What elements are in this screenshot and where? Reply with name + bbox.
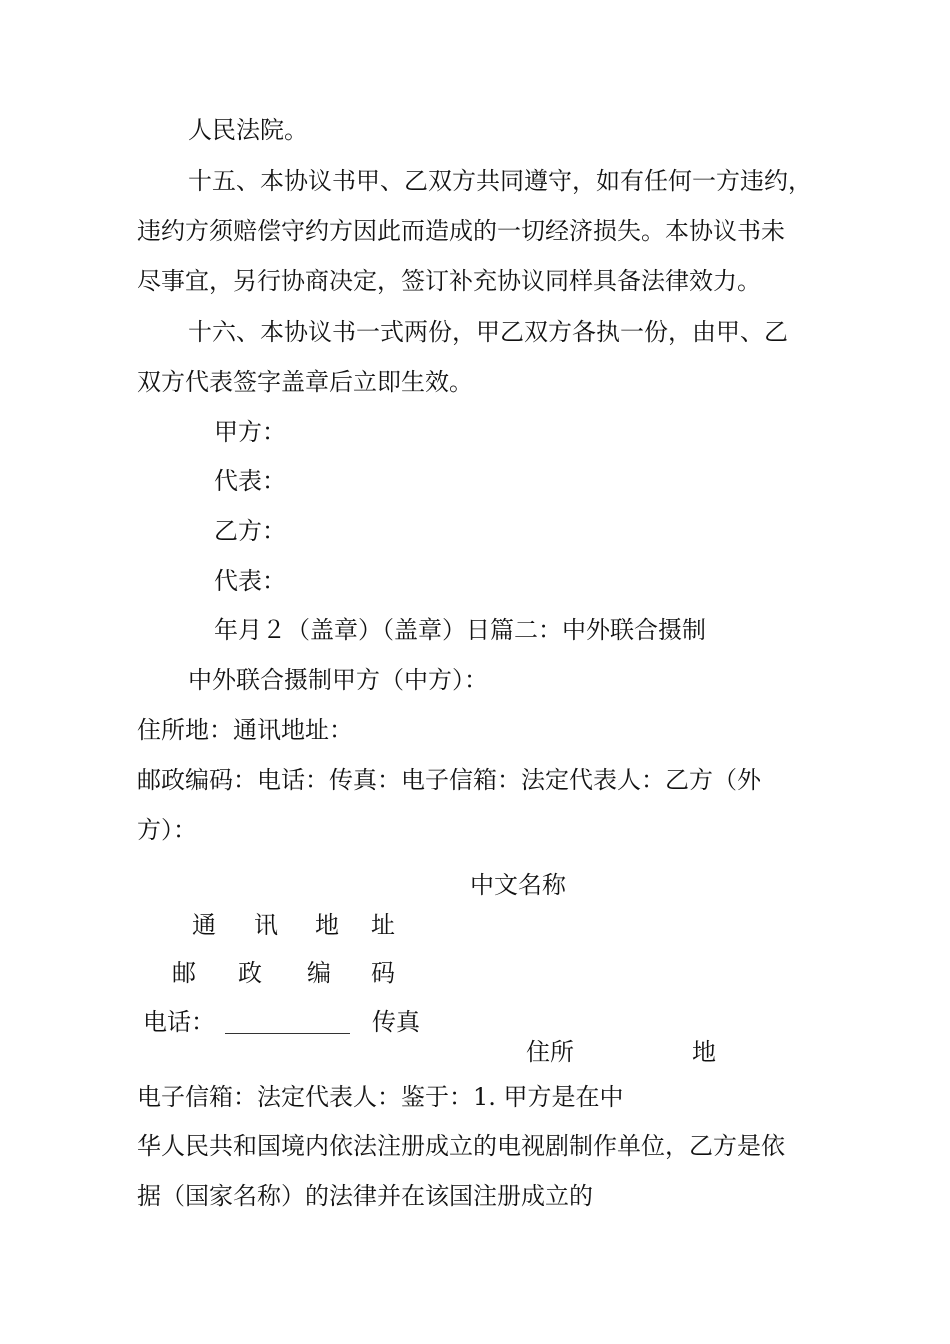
text-line-3: 违约方须赔偿守约方因此而造成的一切经济损失。本协议书未 <box>137 217 785 245</box>
postcode-char-3: 编 <box>307 959 331 987</box>
address-char-2: 讯 <box>254 911 278 939</box>
postcode-char-1: 邮 <box>172 959 196 987</box>
party-b-rep-label: 代表： <box>214 567 286 595</box>
text-line-14: 邮政编码：电话：传真：电子信箱：法定代表人：乙方（外 <box>137 766 761 794</box>
text-line-13: 住所地：通讯地址： <box>137 716 353 744</box>
address-char-3: 地 <box>315 911 339 939</box>
date-seal-line: 年月２（盖章）（盖章）日篇二：中外联合摄制 <box>214 616 706 644</box>
text-line-2: 十五、本协议书甲、乙双方共同遵守，如有任何一方违约， <box>188 167 812 195</box>
party-a-label: 甲方： <box>214 418 286 446</box>
chinese-name-label: 中文名称 <box>470 871 566 899</box>
party-b-label: 乙方： <box>214 517 286 545</box>
text-line-30: 华人民共和国境内依法注册成立的电视剧制作单位，乙方是依 <box>137 1132 785 1160</box>
text-line-6: 双方代表签字盖章后立即生效。 <box>137 368 473 396</box>
text-line-1: 人民法院。 <box>188 116 308 144</box>
residence-label-end: 地 <box>692 1038 716 1066</box>
postcode-char-2: 政 <box>238 959 262 987</box>
address-char-1: 通 <box>192 911 216 939</box>
text-line-29: 电子信箱：法定代表人：鉴于：1. 甲方是在中 <box>137 1083 624 1111</box>
fax-label: 传真 <box>372 1008 420 1036</box>
residence-label: 住所 <box>526 1038 574 1066</box>
postcode-char-4: 码 <box>371 959 395 987</box>
text-line-15: 方）： <box>137 816 197 844</box>
text-line-4: 尽事宜，另行协商决定，签订补充协议同样具备法律效力。 <box>137 267 761 295</box>
phone-blank-line <box>225 1033 350 1034</box>
party-a-rep-label: 代表： <box>214 467 286 495</box>
address-char-4: 址 <box>371 911 395 939</box>
phone-label: 电话： <box>143 1008 215 1036</box>
text-line-12: 中外联合摄制甲方（中方）： <box>188 666 488 694</box>
text-line-5: 十六、本协议书一式两份，甲乙双方各执一份，由甲、乙 <box>188 318 788 346</box>
text-line-31: 据（国家名称）的法律并在该国注册成立的 <box>137 1182 593 1210</box>
